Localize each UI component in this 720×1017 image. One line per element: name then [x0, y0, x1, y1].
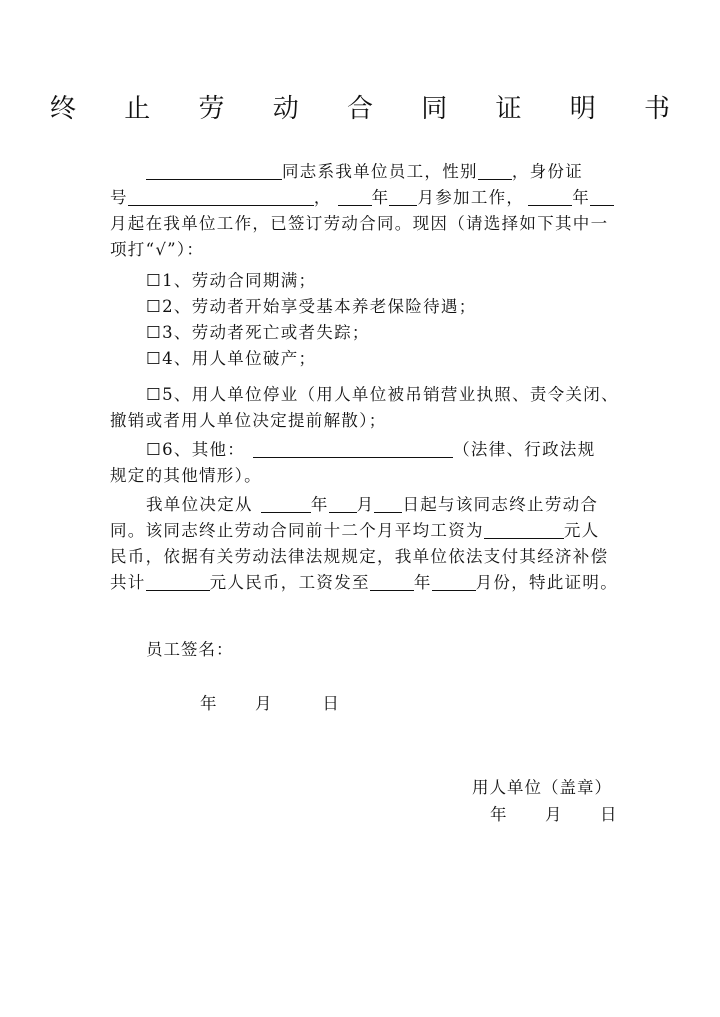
checkbox-icon[interactable]: ☐	[146, 349, 163, 368]
average-wage-blank[interactable]	[484, 520, 564, 539]
employer-seal-date: 年 月 日	[490, 805, 618, 824]
option-3[interactable]: ☐3、劳动者死亡或者失踪；	[146, 323, 370, 342]
intro-line-1: 同志系我单位员工，性别 ，身份证	[110, 159, 610, 185]
wage-year-blank[interactable]	[370, 572, 414, 591]
checkbox-icon[interactable]: ☐	[146, 440, 163, 459]
wage-month-blank[interactable]	[432, 572, 476, 591]
document-title: 终 止 劳 动 合 同 证 明 书	[49, 94, 691, 124]
end-day-blank[interactable]	[374, 494, 402, 513]
compensation-blank[interactable]	[146, 572, 210, 591]
other-reason-blank[interactable]	[253, 439, 453, 458]
option-6[interactable]: ☐6、其他： （法律、行政法规	[146, 440, 596, 459]
decision-line-3: 民币，依据有关劳动法律法规规定，我单位依法支付其经济补偿	[110, 547, 609, 566]
checkbox-icon[interactable]: ☐	[146, 297, 163, 316]
intro-line-2: 号 ， 年 月参加工作， 年	[110, 185, 610, 211]
end-month-blank[interactable]	[329, 494, 357, 513]
option-6-continuation: 规定的其他情形）。	[110, 466, 262, 485]
intro-line-4: 项打“√”）：	[110, 240, 205, 259]
checkbox-icon[interactable]: ☐	[146, 271, 163, 290]
start-year-blank[interactable]	[528, 187, 572, 206]
option-5[interactable]: ☐5、用人单位停业（用人单位被吊销营业执照、责令关闭、	[146, 385, 619, 404]
join-year-blank[interactable]	[338, 187, 372, 206]
intro-line-3: 月起在我单位工作，已签订劳动合同。现因（请选择如下其中一	[110, 214, 609, 233]
start-month-blank[interactable]	[590, 187, 614, 206]
decision-line-1: 我单位决定从 年 月 日起与该同志终止劳动合	[146, 495, 599, 514]
id-number-blank[interactable]	[128, 187, 314, 206]
employee-signature-label: 员工签名：	[146, 640, 234, 659]
name-blank[interactable]	[146, 161, 282, 180]
checkbox-icon[interactable]: ☐	[146, 323, 163, 342]
option-1[interactable]: ☐1、劳动合同期满；	[146, 271, 317, 290]
employee-signature-date: 年 月 日	[200, 694, 340, 713]
option-2[interactable]: ☐2、劳动者开始享受基本养老保险待遇；	[146, 297, 477, 316]
decision-line-2: 同。该同志终止劳动合同前十二个月平均工资为 元人	[110, 521, 600, 540]
option-5-continuation: 撤销或者用人单位决定提前解散）；	[110, 411, 387, 430]
join-month-blank[interactable]	[389, 187, 417, 206]
option-4[interactable]: ☐4、用人单位破产；	[146, 349, 317, 368]
checkbox-icon[interactable]: ☐	[146, 385, 163, 404]
employer-seal-label: 用人单位（盖章）	[472, 778, 612, 797]
gender-blank[interactable]	[478, 161, 512, 180]
end-year-blank[interactable]	[261, 494, 311, 513]
decision-line-4: 共计 元人民币，工资发至 年 月份，特此证明。	[110, 573, 619, 592]
